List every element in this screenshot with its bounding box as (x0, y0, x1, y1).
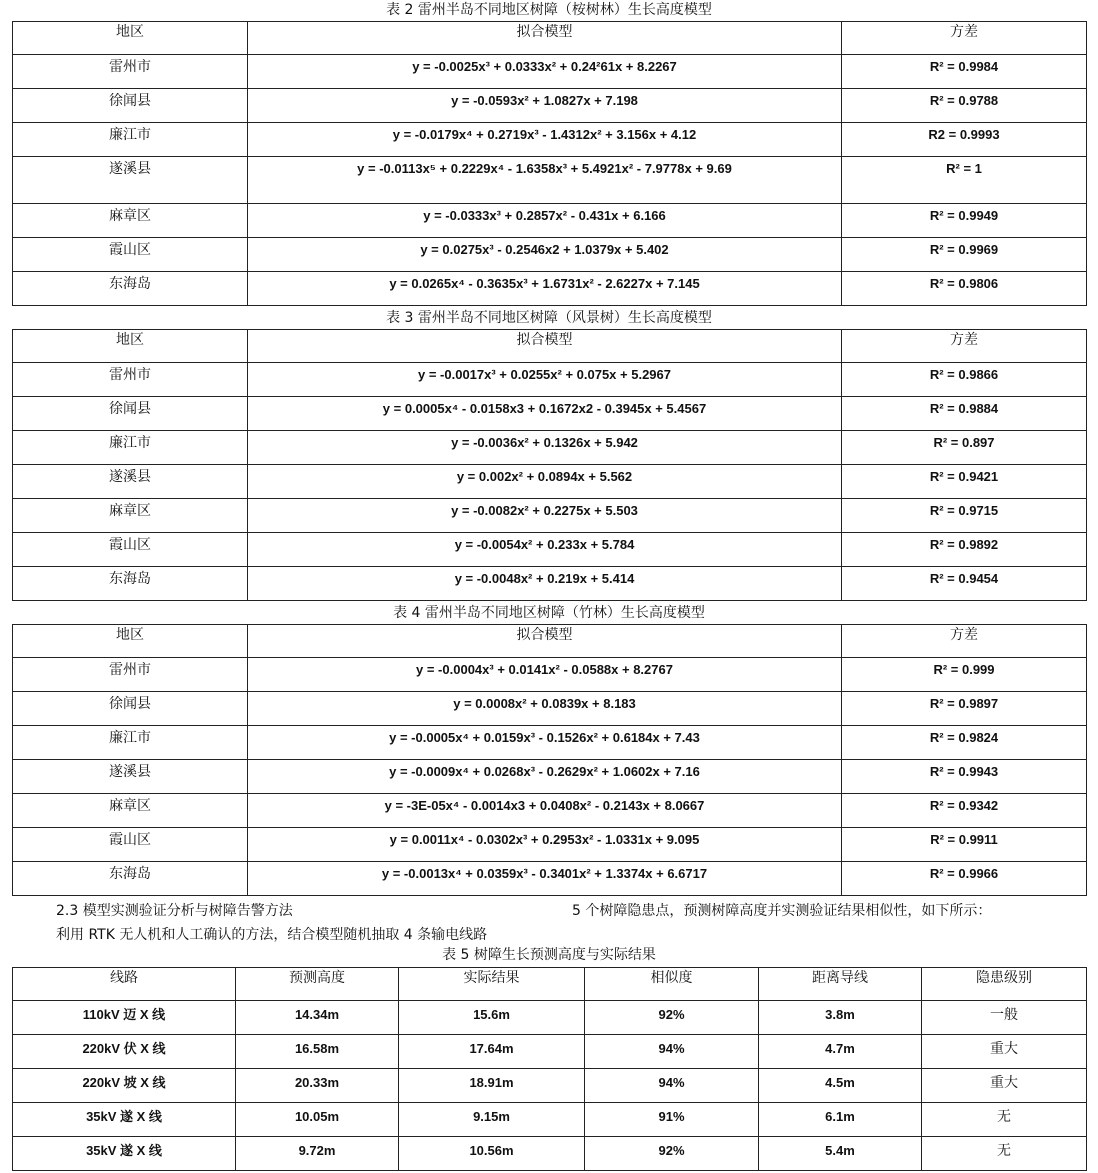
region-cell: 雷州市 (13, 658, 248, 692)
table-cell: 9.72m (236, 1137, 399, 1171)
variance-cell: R² = 0.999 (842, 658, 1087, 692)
table-row (13, 760, 1087, 794)
table5 (12, 967, 1087, 1171)
header-cell: 线路 (13, 968, 236, 1001)
header-row (13, 22, 1087, 55)
table-cell: 无 (922, 1103, 1087, 1137)
table-row (13, 272, 1087, 306)
model-cell: y = -0.0179x⁴ + 0.2719x³ - 1.4312x² + 3.156x + 4.12 (248, 123, 842, 157)
table-cell: 9.15m (399, 1103, 585, 1137)
table-row (13, 794, 1087, 828)
region-cell: 霞山区 (13, 828, 248, 862)
header-model: 拟合模型 (248, 330, 842, 363)
table-cell: 35kV 遂 X 线 (13, 1137, 236, 1171)
table2 (12, 21, 1087, 306)
table-row (13, 567, 1087, 601)
table-cell: 92% (585, 1001, 759, 1035)
model-cell: y = -0.0025x³ + 0.0333x² + 0.24²61x + 8.2267 (248, 55, 842, 89)
table-row (13, 397, 1087, 431)
variance-cell: R² = 0.9911 (842, 828, 1087, 862)
table-cell: 3.8m (759, 1001, 922, 1035)
model-cell: y = -0.0593x² + 1.0827x + 7.198 (248, 89, 842, 123)
table-row (13, 1103, 1087, 1137)
header-row (13, 625, 1087, 658)
model-cell: y = -0.0082x² + 0.2275x + 5.503 (248, 499, 842, 533)
variance-cell: R² = 0.897 (842, 431, 1087, 465)
model-cell: y = 0.0265x⁴ - 0.3635x³ + 1.6731x² - 2.6227x + 7.145 (248, 272, 842, 306)
model-cell: y = -0.0036x² + 0.1326x + 5.942 (248, 431, 842, 465)
table3-caption: 表 3 雷州半岛不同地区树障（风景树）生长高度模型 (386, 310, 712, 326)
table-cell: 14.34m (236, 1001, 399, 1035)
header-variance: 方差 (842, 625, 1087, 658)
model-cell: y = -0.0333x³ + 0.2857x² - 0.431x + 6.166 (248, 204, 842, 238)
region-cell: 徐闻县 (13, 89, 248, 123)
variance-cell: R² = 0.9342 (842, 794, 1087, 828)
header-cell: 距离导线 (759, 968, 922, 1001)
region-cell: 遂溪县 (13, 465, 248, 499)
table-row (13, 89, 1087, 123)
header-model: 拟合模型 (248, 625, 842, 658)
region-cell: 雷州市 (13, 363, 248, 397)
table-cell: 一般 (922, 1001, 1087, 1035)
table-row (13, 499, 1087, 533)
table-row (13, 157, 1087, 204)
region-cell: 徐闻县 (13, 397, 248, 431)
header-variance: 方差 (842, 330, 1087, 363)
model-cell: y = -0.0048x² + 0.219x + 5.414 (248, 567, 842, 601)
model-cell: y = -0.0009x⁴ + 0.0268x³ - 0.2629x² + 1.0602x + 7.16 (248, 760, 842, 794)
table-cell: 94% (585, 1069, 759, 1103)
table-cell: 35kV 遂 X 线 (13, 1103, 236, 1137)
region-cell: 东海岛 (13, 567, 248, 601)
table-row (13, 862, 1087, 896)
header-cell: 实际结果 (399, 968, 585, 1001)
model-cell: y = -0.0005x⁴ + 0.0159x³ - 0.1526x² + 0.6184x + 7.43 (248, 726, 842, 760)
region-cell: 东海岛 (13, 862, 248, 896)
table-row (13, 1137, 1087, 1171)
region-cell: 霞山区 (13, 533, 248, 567)
table-row (13, 658, 1087, 692)
section-line-right: 5 个树障隐患点，预测树障高度并实测验证结果相似性，如下所示： (572, 903, 992, 919)
variance-cell: R² = 0.9966 (842, 862, 1087, 896)
table-cell: 5.4m (759, 1137, 922, 1171)
variance-cell: R² = 0.9454 (842, 567, 1087, 601)
table-row (13, 533, 1087, 567)
table-cell: 6.1m (759, 1103, 922, 1137)
variance-cell: R² = 0.9715 (842, 499, 1087, 533)
table-cell: 4.5m (759, 1069, 922, 1103)
variance-cell: R2 = 0.9993 (842, 123, 1087, 157)
table-row (13, 726, 1087, 760)
section-line-left: 利用 RTK 无人机和人工确认的方法，结合模型随机抽取 4 条输电线路 (56, 927, 488, 943)
region-cell: 麻章区 (13, 794, 248, 828)
variance-cell: R² = 0.9943 (842, 760, 1087, 794)
variance-cell: R² = 0.9806 (842, 272, 1087, 306)
model-cell: y = 0.0011x⁴ - 0.0302x³ + 0.2953x² - 1.0331x + 9.095 (248, 828, 842, 862)
model-cell: y = -0.0017x³ + 0.0255x² + 0.075x + 5.2967 (248, 363, 842, 397)
header-cell: 预测高度 (236, 968, 399, 1001)
table3 (12, 329, 1087, 601)
header-cell: 相似度 (585, 968, 759, 1001)
model-cell: y = -0.0013x⁴ + 0.0359x³ - 0.3401x² + 1.3374x + 6.6717 (248, 862, 842, 896)
header-row (13, 968, 1087, 1001)
table-row (13, 1001, 1087, 1035)
table-row (13, 204, 1087, 238)
variance-cell: R² = 0.9949 (842, 204, 1087, 238)
table-row (13, 238, 1087, 272)
variance-cell: R² = 0.9892 (842, 533, 1087, 567)
table-row (13, 431, 1087, 465)
model-cell: y = 0.002x² + 0.0894x + 5.562 (248, 465, 842, 499)
table-row (13, 828, 1087, 862)
table-cell: 10.05m (236, 1103, 399, 1137)
header-variance: 方差 (842, 22, 1087, 55)
variance-cell: R² = 0.9884 (842, 397, 1087, 431)
table-row (13, 123, 1087, 157)
region-cell: 麻章区 (13, 204, 248, 238)
table-cell: 18.91m (399, 1069, 585, 1103)
table-cell: 17.64m (399, 1035, 585, 1069)
variance-cell: R² = 1 (842, 157, 1087, 204)
region-cell: 遂溪县 (13, 760, 248, 794)
table-cell: 91% (585, 1103, 759, 1137)
table-cell: 220kV 坡 X 线 (13, 1069, 236, 1103)
table-cell: 无 (922, 1137, 1087, 1171)
model-cell: y = 0.0275x³ - 0.2546x2 + 1.0379x + 5.402 (248, 238, 842, 272)
section-heading: 2.3 模型实测验证分析与树障告警方法 (56, 903, 293, 919)
model-cell: y = -0.0113x⁵ + 0.2229x⁴ - 1.6358x³ + 5.4921x² - 7.9778x + 9.69 (248, 157, 842, 204)
variance-cell: R² = 0.9984 (842, 55, 1087, 89)
table-cell: 重大 (922, 1069, 1087, 1103)
region-cell: 廉江市 (13, 726, 248, 760)
table-row (13, 692, 1087, 726)
model-cell: y = 0.0008x² + 0.0839x + 8.183 (248, 692, 842, 726)
region-cell: 雷州市 (13, 55, 248, 89)
table2-caption: 表 2 雷州半岛不同地区树障（桉树林）生长高度模型 (386, 2, 712, 18)
header-region: 地区 (13, 330, 248, 363)
table-row (13, 55, 1087, 89)
region-cell: 徐闻县 (13, 692, 248, 726)
variance-cell: R² = 0.9788 (842, 89, 1087, 123)
region-cell: 廉江市 (13, 431, 248, 465)
table-row (13, 1035, 1087, 1069)
header-model: 拟合模型 (248, 22, 842, 55)
table-cell: 110kV 迈 X 线 (13, 1001, 236, 1035)
table-cell: 20.33m (236, 1069, 399, 1103)
table-cell: 92% (585, 1137, 759, 1171)
table-cell: 重大 (922, 1035, 1087, 1069)
header-cell: 隐患级别 (922, 968, 1087, 1001)
model-cell: y = -0.0054x² + 0.233x + 5.784 (248, 533, 842, 567)
table-cell: 16.58m (236, 1035, 399, 1069)
header-region: 地区 (13, 625, 248, 658)
table-cell: 220kV 伏 X 线 (13, 1035, 236, 1069)
header-row (13, 330, 1087, 363)
table-cell: 15.6m (399, 1001, 585, 1035)
header-region: 地区 (13, 22, 248, 55)
region-cell: 遂溪县 (13, 157, 248, 204)
table-row (13, 465, 1087, 499)
table-cell: 4.7m (759, 1035, 922, 1069)
table5-caption: 表 5 树障生长预测高度与实际结果 (442, 947, 656, 963)
variance-cell: R² = 0.9824 (842, 726, 1087, 760)
region-cell: 麻章区 (13, 499, 248, 533)
table-cell: 94% (585, 1035, 759, 1069)
variance-cell: R² = 0.9866 (842, 363, 1087, 397)
table-row (13, 363, 1087, 397)
model-cell: y = 0.0005x⁴ - 0.0158x3 + 0.1672x2 - 0.3945x + 5.4567 (248, 397, 842, 431)
region-cell: 东海岛 (13, 272, 248, 306)
table-cell: 10.56m (399, 1137, 585, 1171)
region-cell: 霞山区 (13, 238, 248, 272)
table4 (12, 624, 1087, 896)
variance-cell: R² = 0.9897 (842, 692, 1087, 726)
table4-caption: 表 4 雷州半岛不同地区树障（竹林）生长高度模型 (393, 605, 705, 621)
variance-cell: R² = 0.9421 (842, 465, 1087, 499)
region-cell: 廉江市 (13, 123, 248, 157)
model-cell: y = -0.0004x³ + 0.0141x² - 0.0588x + 8.2767 (248, 658, 842, 692)
table-row (13, 1069, 1087, 1103)
variance-cell: R² = 0.9969 (842, 238, 1087, 272)
model-cell: y = -3E-05x⁴ - 0.0014x3 + 0.0408x² - 0.2143x + 8.0667 (248, 794, 842, 828)
